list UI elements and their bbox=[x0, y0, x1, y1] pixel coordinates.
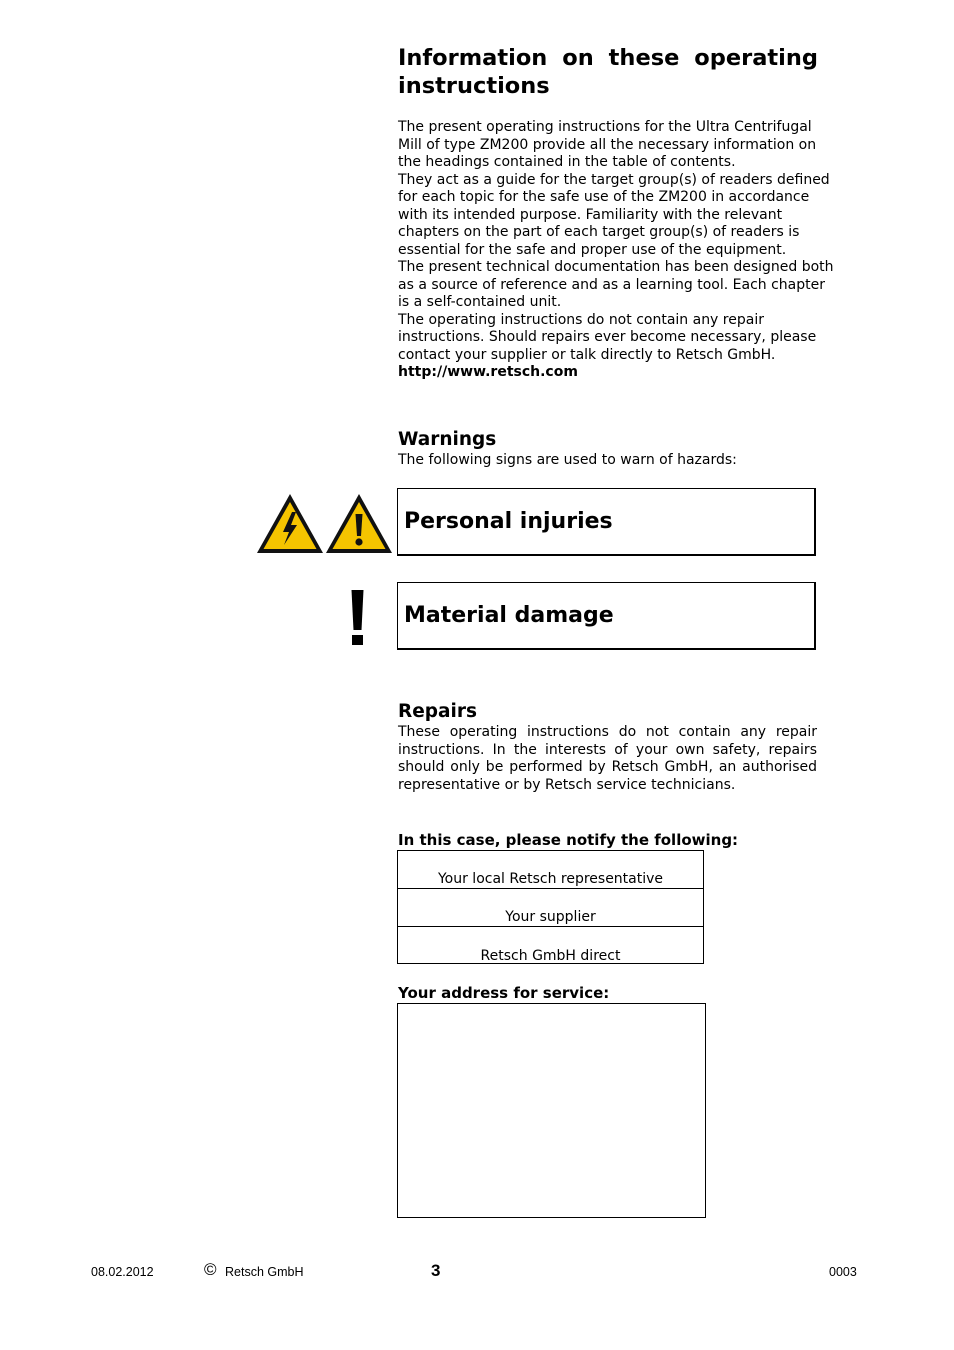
personal-injuries-box bbox=[397, 488, 816, 556]
copyright-icon: © bbox=[204, 1260, 217, 1279]
intro-paragraph-4: The operating instructions do not contain any repair instructions. Should repairs ever become necessary, please contact your supplier or talk directly to Retsch GmbH. bbox=[398, 311, 817, 363]
material-damage-box bbox=[397, 582, 816, 650]
intro-paragraph-2: They act as a guide for the target group(s) of readers defined for each topic for the safe use of the ZM200 in accordance with its intended purpose. Familiarity with the relevant chapters on the part of each target group(s) of readers is essential for the safe and proper use of the equipment. bbox=[398, 171, 830, 258]
repairs-heading: Repairs bbox=[398, 701, 477, 722]
address-for-service-box bbox=[397, 1003, 706, 1218]
footer-doc-code: 0003 bbox=[829, 1265, 857, 1279]
notify-row-representative: Your local Retsch representative bbox=[398, 851, 703, 889]
repairs-text: These operating instructions do not contain any repair instructions. In the interests of your own safety, repairs should only be performed by Retsch GmbH, an authorised representative or by Retsch service technicians. bbox=[398, 724, 817, 793]
notify-heading: In this case, please notify the following: bbox=[398, 831, 739, 849]
notify-row-retsch-direct: Retsch GmbH direct bbox=[480, 948, 621, 964]
intro-paragraph-3: The present technical documentation has been designed both as a source of reference and as a learning tool. Each chapter is a self-contained unit. bbox=[398, 259, 834, 310]
page-title: Information on these operating instructions bbox=[398, 45, 818, 99]
exclamation-mark-icon bbox=[348, 588, 368, 648]
intro-paragraph-1: The present operating instructions for the Ultra Centrifugal Mill of type ZM200 provide all the necessary information on the headings contained in the table of contents. bbox=[398, 119, 817, 170]
warnings-text: The following signs are used to warn of hazards: bbox=[398, 452, 737, 468]
intro-text bbox=[398, 119, 838, 382]
address-heading: Your address for service: bbox=[398, 984, 610, 1002]
page-number: 3 bbox=[431, 1261, 441, 1280]
footer-company: Retsch GmbH bbox=[225, 1265, 304, 1279]
website-link[interactable]: http://www.retsch.com bbox=[398, 364, 578, 380]
electric-hazard-sign-icon bbox=[255, 492, 325, 555]
notify-table bbox=[397, 850, 704, 964]
notify-row-supplier: Your supplier bbox=[398, 889, 703, 927]
personal-injuries-label: Personal injuries bbox=[404, 509, 613, 534]
material-damage-label: Material damage bbox=[404, 603, 614, 628]
general-warning-sign-icon bbox=[324, 492, 394, 555]
warnings-heading: Warnings bbox=[398, 429, 497, 450]
footer-date: 08.02.2012 bbox=[91, 1265, 154, 1279]
